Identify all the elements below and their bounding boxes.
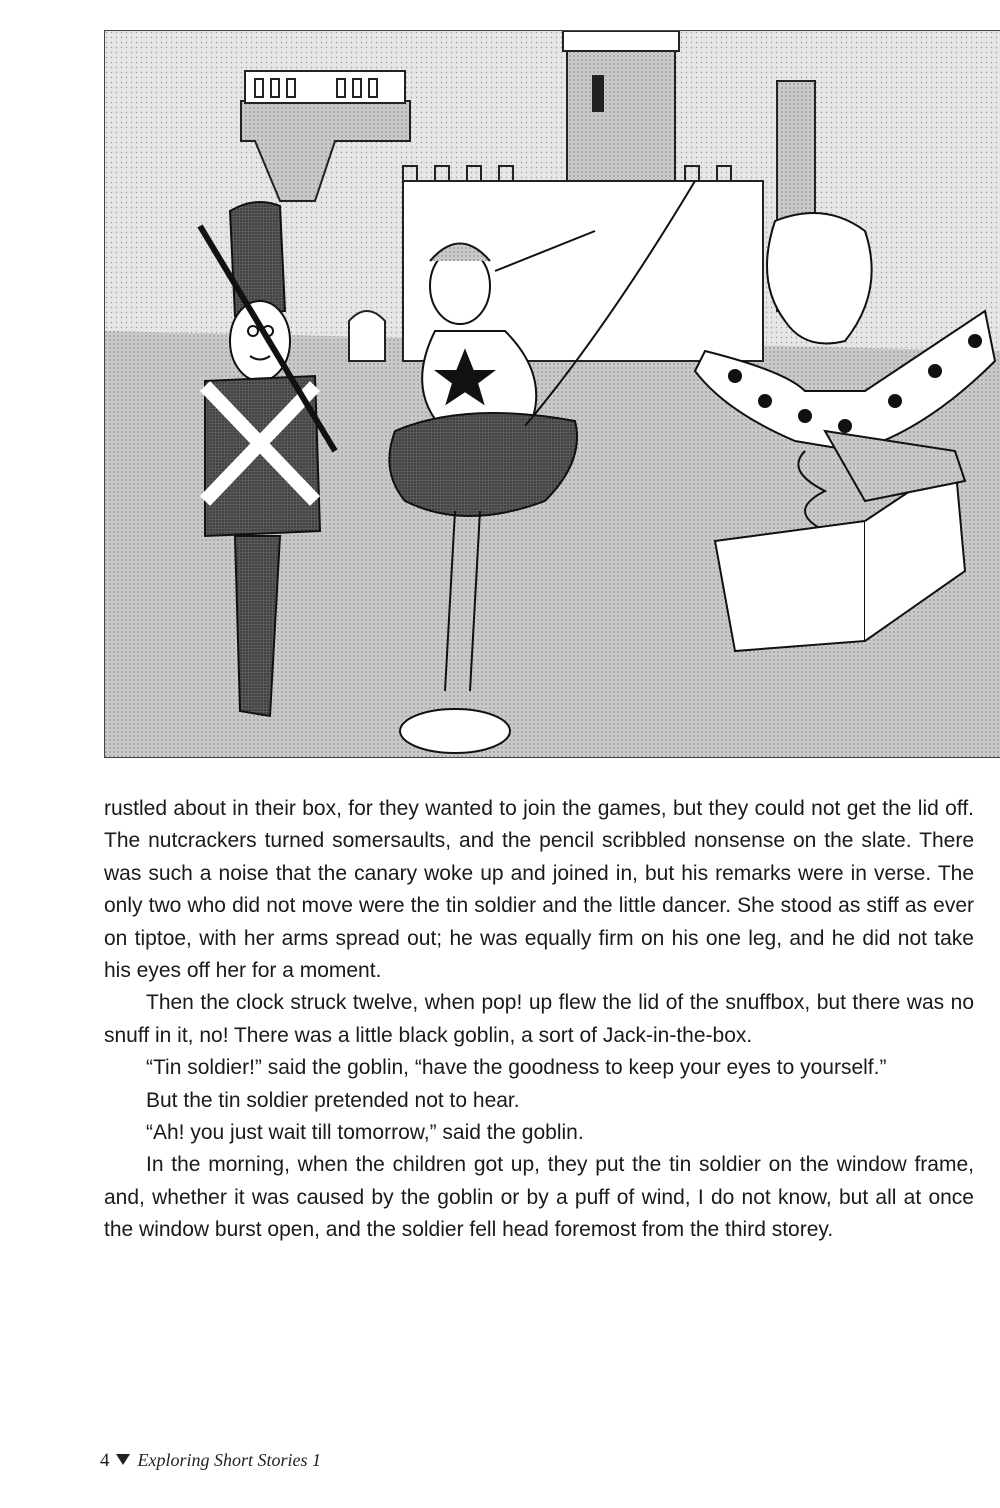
story-paragraph: Then the clock struck twelve, when pop! up flew the lid of the snuffbox, but there was no snuff in it, no! There was a little black goblin, a sort of Jack-in-the-box. — [104, 991, 974, 1047]
story-paragraph: In the morning, when the children got up, they put the tin soldier on the window frame, and, whether it was caused by the goblin or by a puff of wind, I do not know, but all at once the window burst open, and the soldier fell head foremost from the third storey. — [104, 1153, 974, 1242]
story-paragraph: rustled about in their box, for they wanted to join the games, but they could not get the lid off. The nutcrackers turned somersaults, and the pencil scribbled nonsense on the slate. There was such a noise that the canary woke up and joined in, but his remarks were in verse. The only two who did not move were the tin soldier and the little dancer. She stood as stiff as ever on tiptoe, with her arms spread out; he was equally firm on his one leg, and he did not take his eyes off her for a moment. — [104, 797, 974, 983]
page-number: 4 — [100, 1450, 110, 1471]
triangle-bullet-icon — [116, 1454, 130, 1465]
illustration-drawing — [105, 31, 1000, 758]
story-text — [104, 793, 974, 1247]
story-paragraph: But the tin soldier pretended not to hear. — [146, 1088, 520, 1112]
story-paragraph: “Ah! you just wait till tomorrow,” said the goblin. — [146, 1121, 584, 1145]
page-footer — [100, 1450, 321, 1472]
story-illustration — [104, 30, 1000, 758]
story-paragraph: “Tin soldier!” said the goblin, “have the goodness to keep your eyes to yourself.” — [146, 1056, 887, 1080]
book-title: Exploring Short Stories 1 — [137, 1450, 321, 1470]
